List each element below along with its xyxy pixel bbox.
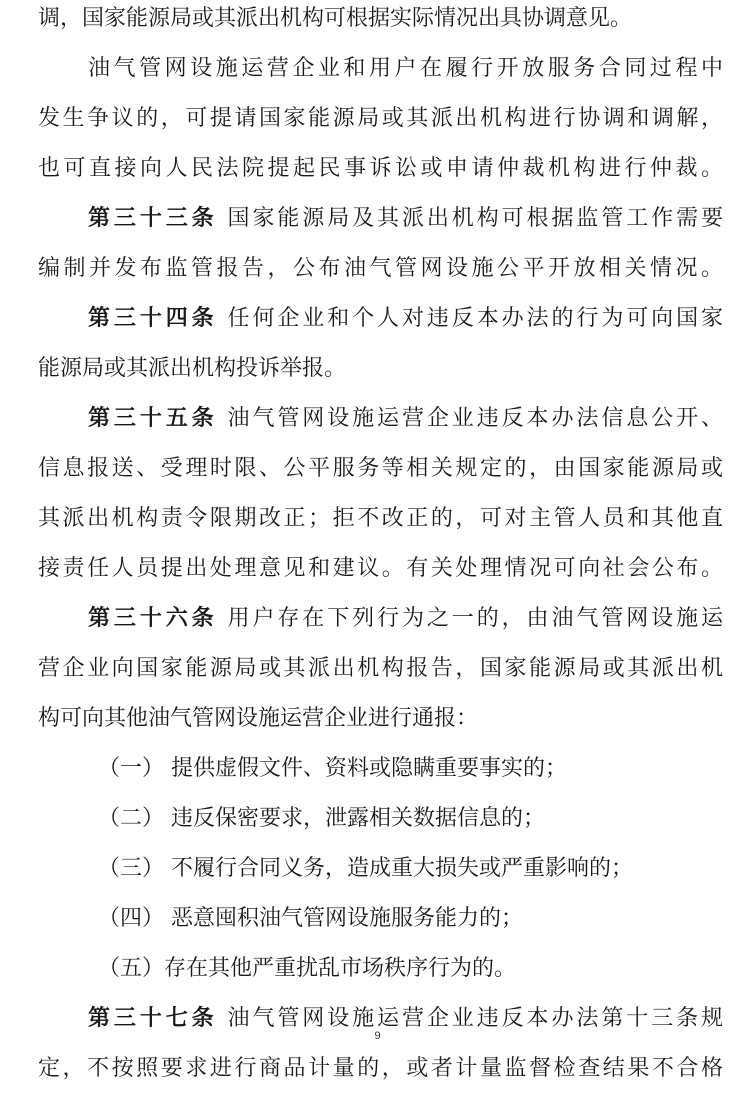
article-text: 用户存在下列行为之一的，由油气管网设施运 [227,606,723,631]
article-text: 油气管网设施运营企业违反本办法第十三条规 [227,1006,723,1031]
list-item: （二） 违反保密要求，泄露相关数据信息的； [98,806,545,831]
article-36 [0,594,755,644]
text-line: 构可向其他油气管网设施运营企业进行通报： [38,706,479,731]
article-33 [0,194,755,244]
text-line: 也可直接向人民法院提起民事诉讼或申请仲裁机构进行仲裁。 [38,156,723,181]
text-line: 信息报送、受理时限、公平服务等相关规定的，由国家能源局或 [38,456,723,481]
text-line: 调，国家能源局或其派出机构可根据实际情况出具协调意见。 [38,6,633,31]
article-heading: 第三十六条 [88,606,218,631]
text-line: 能源局或其派出机构投诉举报。 [38,356,347,381]
article-35 [0,394,755,444]
text-line: 油气管网设施运营企业和用户在履行开放服务合同过程中 [88,56,723,81]
text-line: 其派出机构责令限期改正；拒不改正的，可对主管人员和其他直 [38,506,723,531]
text-line: 营企业向国家能源局或其派出机构报告，国家能源局或其派出机 [38,656,723,681]
article-text: 国家能源局及其派出机构可根据监管工作需要 [227,206,723,231]
text-line: 定，不按照要求进行商品计量的，或者计量监督检查结果不合格 [38,1056,723,1081]
article-text: 油气管网设施运营企业违反本办法信息公开、 [227,406,723,431]
article-text: 任何企业和个人对违反本办法的行为可向国家 [227,306,723,331]
list-item: （四） 恶意囤积油气管网设施服务能力的； [98,906,523,931]
article-heading: 第三十四条 [88,306,218,331]
article-heading: 第三十三条 [88,206,218,231]
list-item: （一） 提供虚假文件、资料或隐瞒重要事实的； [98,756,567,781]
article-34 [0,294,755,344]
article-heading: 第三十五条 [88,406,218,431]
list-item: （五）存在其他严重扰乱市场秩序行为的。 [98,956,517,981]
text-line: 编制并发布监管报告，公布油气管网设施公平开放相关情况。 [38,256,723,281]
article-heading: 第三十七条 [88,1006,218,1031]
text-line: 接责任人员提出处理意见和建议。有关处理情况可向社会公布。 [38,556,723,581]
text-line: 发生争议的，可提请国家能源局或其派出机构进行协调和调解， [38,106,723,131]
list-item: （三） 不履行合同义务，造成重大损失或严重影响的； [98,856,633,881]
page-number: 9 [374,1030,381,1042]
